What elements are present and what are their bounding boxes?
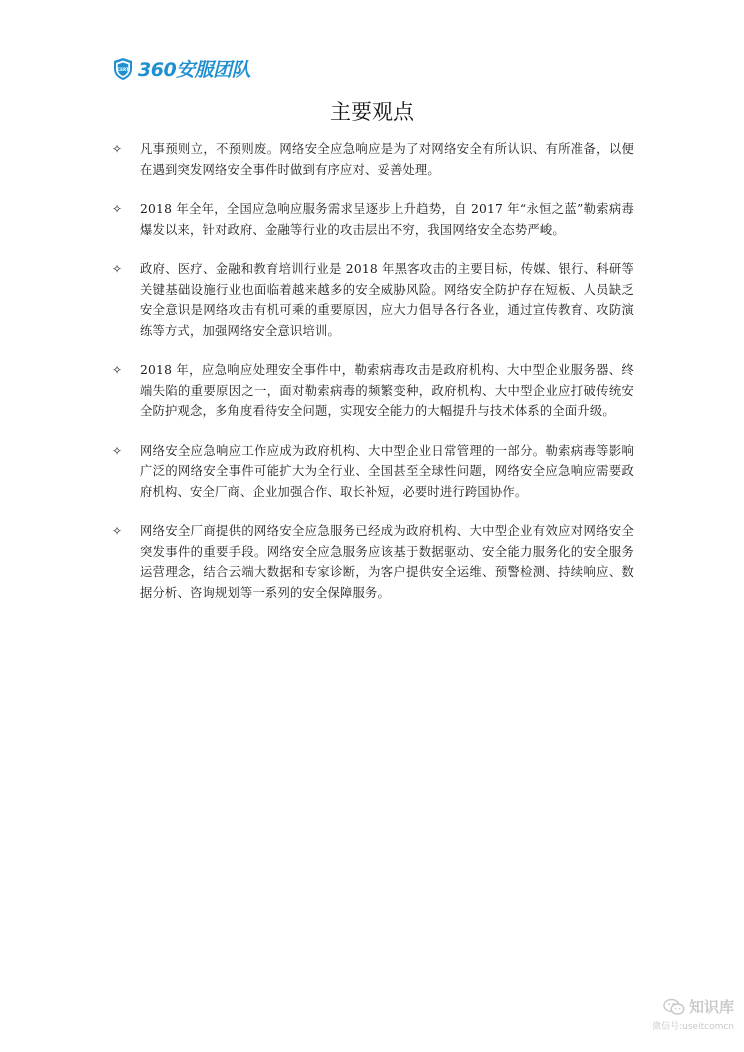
diamond-bullet-icon: ✧ (112, 363, 123, 377)
point-text: 2018 年全年，全国应急响应服务需求呈逐步上升趋势，自 2017 年“永恒之蓝”勒索病毒爆发以来，针对政府、金融等行业的攻击层出不穷，我国网络安全态势严峻。 (140, 202, 634, 237)
diamond-bullet-icon: ✧ (112, 202, 123, 216)
list-item (112, 139, 634, 180)
watermark (652, 996, 734, 1032)
watermark-sub: 微信号:useitcomcn (652, 1022, 734, 1032)
point-text: 凡事预则立，不预则废。网络安全应急响应是为了对网络安全有所认识、有所准备，以便在遇到突发网络安全事件时做到有序应对、妥善处理。 (140, 142, 634, 177)
diamond-bullet-icon: ✧ (112, 443, 123, 458)
list-item (112, 441, 634, 503)
page-title: 主要观点 (330, 100, 414, 124)
point-text: 政府、医疗、金融和教育培训行业是 2018 年黑客攻击的主要目标，传媒、银行、科研等关键基础设施行业也面临着越来越多的安全威胁风险。网络安全防护存在短板、人员缺乏安全意识是网络攻击有机可乘的重要原因，应大力倡导各行各业，通过宣传教育、攻防演练等方式，加强网络安全意识培训。 (140, 262, 634, 338)
list-item (112, 521, 634, 603)
list-item (112, 199, 634, 240)
key-points-list (112, 139, 634, 622)
list-item (112, 360, 634, 422)
brand-name: 360安服团队 (138, 59, 251, 81)
point-text: 2018 年，应急响应处理安全事件中，勒索病毒攻击是政府机构、大中型企业服务器、终端失陷的重要原因之一，面对勒索病毒的频繁变种，政府机构、大中型企业应打破传统安全防护观念，多角度看待安全问题，实现安全能力的大幅提升与技术体系的全面升级。 (140, 363, 634, 418)
diamond-bullet-icon: ✧ (112, 142, 123, 156)
brand-logo (112, 55, 250, 82)
diamond-bullet-icon: ✧ (112, 524, 123, 538)
cert-shield-icon (112, 57, 134, 81)
watermark-name: 知识库 (688, 998, 734, 1016)
point-text: 网络安全厂商提供的网络安全应急服务已经成为政府机构、大中型企业有效应对网络安全突发事件的重要手段。网络安全应急服务应该基于数据驱动、安全能力服务化的安全服务运营理念，结合云端大数据和专家诊断，为客户提供安全运维、预警检测、持续响应、数据分析、咨询规划等一系列的安全保障服务。 (140, 524, 634, 600)
logo-badge-text: CERT (117, 66, 129, 72)
wechat-icon (663, 998, 685, 1016)
list-item (112, 259, 634, 341)
diamond-bullet-icon: ✧ (112, 262, 123, 276)
point-text: 网络安全应急响应工作应成为政府机构、大中型企业日常管理的一部分。勒索病毒等影响广泛的网络安全事件可能扩大为全行业、全国甚至全球性问题，网络安全应急响应需要政府机构、安全厂商、企业加强合作、取长补短，必要时进行跨国协作。 (140, 443, 634, 499)
